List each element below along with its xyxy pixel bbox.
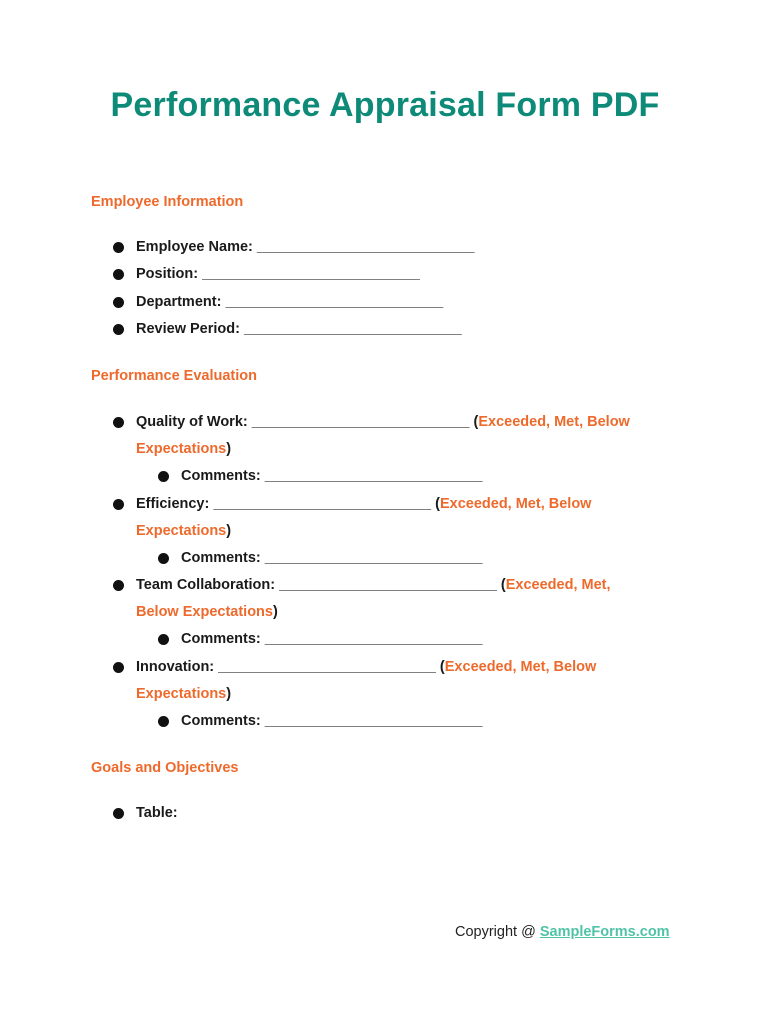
field-label: Efficiency: bbox=[136, 496, 210, 512]
field-team-collaboration: Team Collaboration: ___________________________ (Exceeded, Met, Below Expectations) bbox=[136, 572, 676, 626]
rating-options-continued: Below Expectations bbox=[136, 604, 273, 620]
copyright-text: Copyright @ bbox=[455, 924, 536, 940]
comments-innovation bbox=[181, 708, 721, 735]
field-label: Quality of Work: bbox=[136, 414, 248, 430]
blank-line: ___________________________ bbox=[243, 321, 462, 337]
copyright-footer bbox=[455, 924, 670, 940]
bullet-icon bbox=[113, 269, 124, 280]
blank-line: ___________________________ bbox=[264, 713, 483, 729]
field-employee-name bbox=[136, 234, 676, 261]
bullet-icon bbox=[113, 662, 124, 673]
page-title: Performance Appraisal Form PDF bbox=[110, 86, 660, 124]
comments-team-collaboration bbox=[181, 626, 721, 653]
comments-label: Comments: bbox=[181, 631, 261, 647]
rating-options: Exceeded, Met, Below bbox=[439, 496, 592, 512]
blank-line: ___________________________ bbox=[264, 468, 483, 484]
field-label: Review Period: bbox=[136, 321, 240, 337]
field-innovation: Innovation: ___________________________ (Exceeded, Met, Below Expectations) bbox=[136, 654, 676, 708]
field-label: Table: bbox=[136, 805, 178, 821]
comments-label: Comments: bbox=[181, 468, 261, 484]
field-table bbox=[136, 800, 676, 827]
blank-line: ___________________________ bbox=[256, 239, 475, 255]
bullet-icon bbox=[158, 553, 169, 564]
field-label: Team Collaboration: bbox=[136, 577, 276, 593]
rating-options-continued: Expectations bbox=[136, 441, 227, 457]
rating-options-continued: Expectations bbox=[136, 686, 227, 702]
rating-options: Exceeded, Met, Below bbox=[478, 414, 630, 430]
blank-line: ___________________________ bbox=[213, 496, 432, 512]
comments-label: Comments: bbox=[181, 713, 261, 729]
comments-label: Comments: bbox=[181, 550, 261, 566]
field-quality-of-work: Quality of Work: ___________________________ (Exceeded, Met, Below Expectations) bbox=[136, 409, 676, 463]
section-heading-employee-information: Employee Information bbox=[91, 194, 244, 210]
field-label: Employee Name: bbox=[136, 239, 253, 255]
blank-line: ___________________________ bbox=[202, 266, 420, 282]
blank-line: ___________________________ bbox=[279, 577, 497, 593]
field-label: Position: bbox=[136, 266, 199, 282]
bullet-icon bbox=[113, 808, 124, 819]
field-department bbox=[136, 289, 676, 316]
bullet-icon bbox=[158, 716, 169, 727]
field-label: Department: bbox=[136, 294, 222, 310]
section-heading-goals-and-objectives: Goals and Objectives bbox=[91, 760, 239, 776]
field-position bbox=[136, 261, 676, 288]
bullet-icon bbox=[113, 580, 124, 591]
field-label: Innovation: bbox=[136, 659, 215, 675]
bullet-icon bbox=[158, 471, 169, 482]
rating-options-continued: Expectations bbox=[136, 523, 227, 539]
blank-line: ___________________________ bbox=[218, 659, 436, 675]
field-efficiency: Efficiency: ___________________________ (Exceeded, Met, Below Expectations) bbox=[136, 491, 676, 545]
bullet-icon bbox=[113, 297, 124, 308]
bullet-icon bbox=[113, 324, 124, 335]
field-review-period bbox=[136, 316, 676, 343]
bullet-icon bbox=[113, 417, 124, 428]
blank-line: ___________________________ bbox=[264, 550, 483, 566]
blank-line: ___________________________ bbox=[264, 631, 483, 647]
comments-quality-of-work bbox=[181, 463, 721, 490]
blank-line: ___________________________ bbox=[251, 414, 470, 430]
bullet-icon bbox=[113, 242, 124, 253]
rating-options: Exceeded, Met, bbox=[505, 577, 611, 593]
blank-line: ___________________________ bbox=[225, 294, 444, 310]
bullet-icon bbox=[113, 499, 124, 510]
rating-options: Exceeded, Met, Below bbox=[444, 659, 597, 675]
comments-efficiency bbox=[181, 545, 721, 572]
sampleforms-link[interactable]: SampleForms.com bbox=[539, 924, 670, 940]
section-heading-performance-evaluation: Performance Evaluation bbox=[91, 368, 257, 384]
bullet-icon bbox=[158, 634, 169, 645]
